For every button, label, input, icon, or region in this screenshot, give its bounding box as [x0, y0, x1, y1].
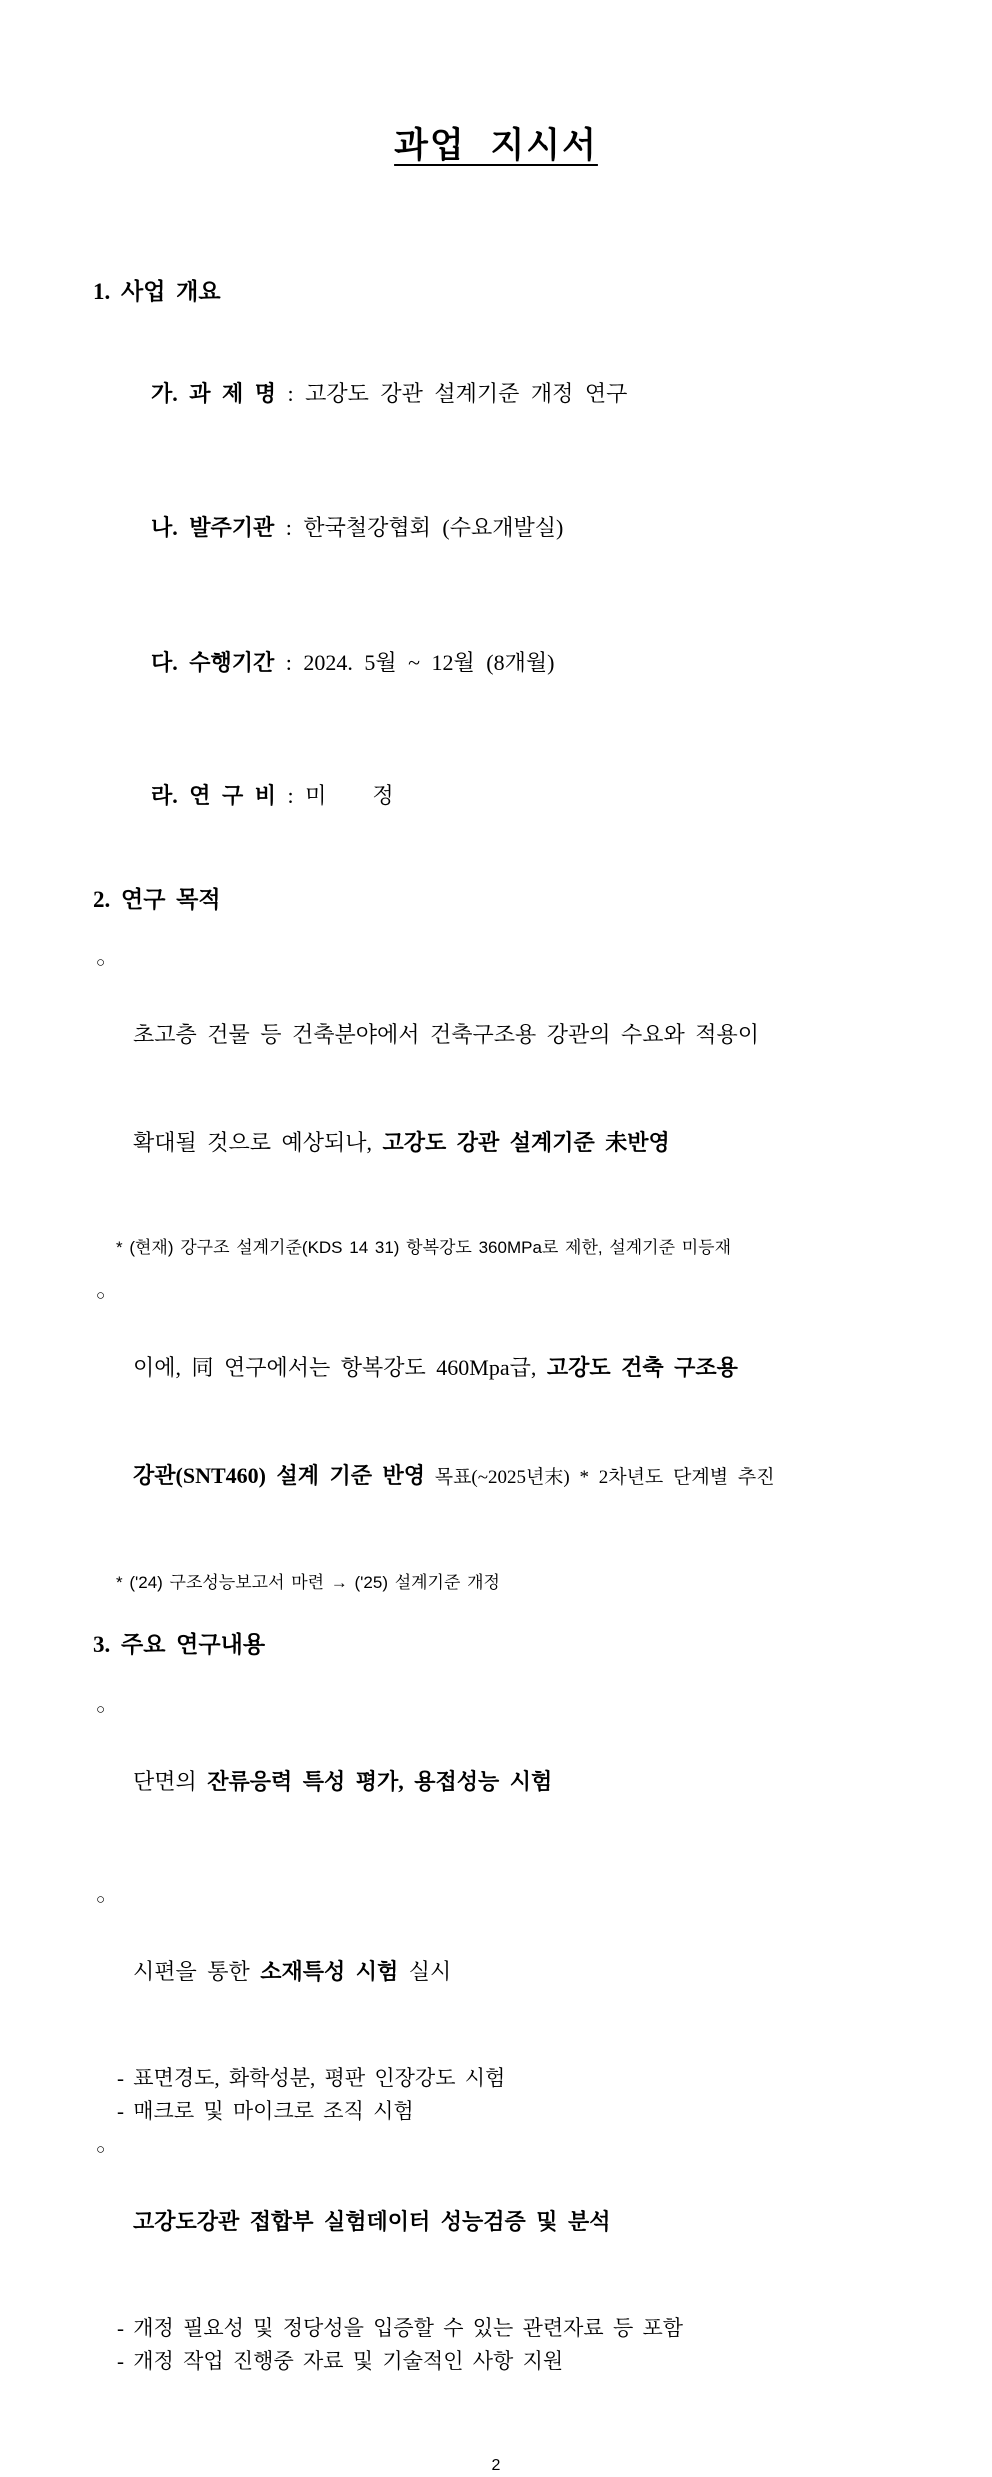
overview-item-budget — [105, 751, 992, 841]
text-run-bold: 잔류응력 특성 평가, 용접성능 시험 — [207, 1769, 553, 1794]
bullet-item-joint-verification — [96, 2132, 992, 2312]
bullet-item-text — [133, 945, 759, 1233]
document-title-text: 과업 지시서 — [394, 126, 598, 165]
bullet-item-residual-stress — [96, 1692, 992, 1872]
footnote-current-standard: * (현재) 강구조 설계기준(KDS 14 31) 항복강도 360MPa로 제한, 설계기준 미등재 — [116, 1238, 732, 1257]
bullet-item-material-test — [96, 1882, 992, 2062]
text-run-bold: 고강도강관 접합부 실험데이터 성능검증 및 분석 — [133, 2209, 611, 2234]
section-3-heading: 3. 주요 연구내용 — [93, 1632, 266, 1657]
text-run: 목표(~2025년末) * 2차년도 단계별 추진 — [424, 1467, 775, 1488]
circle-bullet-icon: ○ — [96, 1892, 106, 1908]
budget-value: 미 정 — [305, 783, 394, 808]
text-run: 확대될 것으로 예상되나, — [133, 1130, 383, 1155]
bullet-line-1 — [133, 2204, 611, 2240]
bullet-line-1 — [133, 1764, 552, 1800]
section-1-heading: 1. 사업 개요 — [93, 279, 221, 304]
bullet-line-1 — [133, 1017, 759, 1053]
sub-item-surface-hardness: - 표면경도, 화학성분, 평판 인장강도 시험 — [117, 2066, 506, 2090]
bullet-line-1 — [133, 1350, 775, 1386]
project-name-value: 고강도 강관 설계기준 개정 연구 — [305, 381, 628, 406]
colon-separator: : — [274, 650, 304, 675]
overview-item-project-name — [105, 349, 992, 439]
sub-item-macro-micro: - 매크로 및 마이크로 조직 시험 — [117, 2099, 414, 2123]
colon-separator: : — [276, 381, 306, 406]
budget-label: 라. 연 구 비 — [151, 783, 277, 808]
text-run: 실시 — [398, 1959, 452, 1984]
footnote-yearly-plan: * ('24) 구조성능보고서 마련 → ('25) 설계기준 개정 — [116, 1573, 500, 1592]
section-2-heading: 2. 연구 목적 — [93, 887, 221, 912]
page-number: 2 — [491, 2457, 501, 2474]
colon-separator: : — [274, 515, 304, 540]
text-run-bold: 강관(SNT460) 설계 기준 반영 — [133, 1463, 425, 1488]
text-run-bold: 고강도 건축 구조용 — [546, 1355, 738, 1380]
project-name-label: 가. 과 제 명 — [151, 381, 277, 406]
text-run: 단면의 — [133, 1769, 208, 1794]
period-label: 다. 수행기간 — [151, 650, 275, 675]
bullet-line-2 — [133, 1125, 759, 1161]
text-run-bold: 소재특성 시험 — [260, 1959, 399, 1984]
ordering-agency-value: 한국철강협회 (수요개발실) — [303, 515, 564, 540]
circle-bullet-icon: ○ — [96, 1288, 106, 1304]
bullet-item-text — [133, 1692, 552, 1872]
bullet-item-demand-expansion — [96, 945, 992, 1233]
bullet-item-text — [133, 1882, 451, 2062]
text-run: 시편을 통한 — [133, 1959, 261, 1984]
bullet-item-text — [133, 1278, 775, 1568]
text-run: 이에, 同 연구에서는 항복강도 460Mpa급, — [133, 1355, 547, 1380]
sub-item-technical-support: - 개정 작업 진행중 자료 및 기술적인 사항 지원 — [117, 2349, 564, 2373]
ordering-agency-label: 나. 발주기관 — [151, 515, 275, 540]
overview-item-ordering-agency — [105, 483, 992, 573]
bullet-line-1 — [133, 1954, 451, 1990]
period-value: 2024. 5월 ~ 12월 (8개월) — [303, 650, 555, 675]
bullet-line-2 — [133, 1458, 775, 1496]
overview-item-period — [105, 618, 992, 708]
sub-item-related-materials: - 개정 필요성 및 정당성을 입증할 수 있는 관련자료 등 포함 — [117, 2316, 684, 2340]
text-run: 초고층 건물 등 건축분야에서 건축구조용 강관의 수요와 적용이 — [133, 1022, 760, 1047]
circle-bullet-icon: ○ — [96, 1702, 106, 1718]
bullet-item-text — [133, 2132, 611, 2312]
bullet-item-design-standard-goal — [96, 1278, 992, 1568]
circle-bullet-icon: ○ — [96, 2142, 106, 2158]
circle-bullet-icon: ○ — [96, 955, 106, 971]
document-title — [0, 0, 992, 172]
text-run-bold: 고강도 강관 설계기준 未반영 — [382, 1130, 670, 1155]
colon-separator: : — [276, 783, 306, 808]
